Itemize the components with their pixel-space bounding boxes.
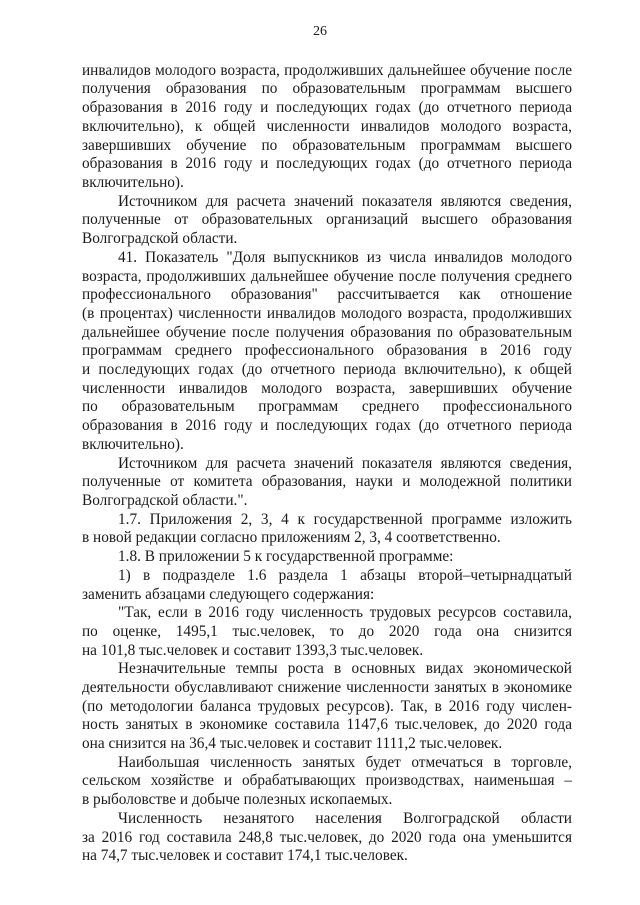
text-line: на 74,7 тыс.человек и составит 174,1 тыс.человек. [82, 847, 408, 864]
text-line: численности инвалидов молодого возраста, завершивших обучение [82, 380, 572, 397]
text-line: 1.7. Приложения 2, 3, 4 к государственной программе изложить [118, 511, 572, 528]
text-line: деятельности обуславливают снижение численности занятых в экономике [82, 679, 572, 696]
text-line: программам среднего профессионального образования в 2016 году [82, 342, 572, 359]
text-line: полученные от комитета образования, науки и молодежной политики [82, 473, 572, 490]
text-line: по оценке, 1495,1 тыс.человек, то до 2020 года она снизится [82, 623, 572, 640]
text-line: полученные от образовательных организаций высшего образования [82, 211, 572, 228]
text-line: (по методологии баланса трудовых ресурсов). Так, в 2016 году числен- [82, 698, 572, 715]
text-line: и последующих годах (до отчетного периода включительно), к общей [82, 361, 572, 378]
text-line: профессионального образования" рассчитывается как отношение [82, 286, 572, 303]
text-line: Численность незанятого населения Волгоградской области [118, 810, 572, 827]
text-line: 41. Показатель "Доля выпускников из числа инвалидов молодого [118, 249, 572, 266]
text-line: получения образования по образовательным программам высшего [82, 80, 572, 97]
text-line: Незначительные темпы роста в основных видах экономической [118, 660, 572, 677]
text-line: включительно). [82, 174, 184, 191]
text-line: образования в 2016 году и последующих годах (до отчетного периода [82, 417, 572, 434]
text-line: за 2016 год составила 248,8 тыс.человек, до 2020 года она уменьшится [82, 829, 572, 846]
text-line: в новой редакции согласно приложениям 2, 3, 4 соответственно. [82, 529, 501, 546]
text-line: 1) в подразделе 1.6 раздела 1 абзацы второй–четырнадцатый [118, 567, 572, 584]
text-line: завершивших обучение по образовательным программам высшего [82, 137, 572, 154]
text-line: на 101,8 тыс.человек и составит 1393,3 тыс.человек. [82, 642, 424, 659]
text-line: Источником для расчета значений показателя являются сведения, [118, 193, 572, 210]
text-line: Волгоградской области.". [82, 492, 248, 509]
text-line: ность занятых в экономике составила 1147,6 тыс.человек, до 2020 года [82, 716, 572, 733]
text-line: Наибольшая численность занятых будет отмечаться в торговле, [118, 754, 572, 771]
text-line: (в процентах) численности инвалидов молодого возраста, продолживших [82, 305, 572, 322]
text-line: дальнейшее обучение после получения образования по образовательным [82, 324, 572, 341]
text-line: включительно), к общей численности инвалидов молодого возраста, [82, 118, 572, 135]
text-line: Волгоградской области. [82, 230, 238, 247]
text-line: включительно). [82, 436, 184, 453]
text-line: сельском хозяйстве и обрабатывающих производствах, наименьшая – [82, 772, 572, 789]
text-line: в рыболовстве и добыче полезных ископаемых. [82, 791, 393, 808]
text-line: 1.8. В приложении 5 к государственной программе: [118, 548, 454, 565]
text-line: образования в 2016 году и последующих годах (до отчетного периода [82, 155, 572, 172]
text-line: "Так, если в 2016 году численность трудовых ресурсов составила, [118, 604, 572, 621]
text-line: Источником для расчета значений показателя являются сведения, [118, 455, 572, 472]
text-line: по образовательным программам среднего профессионального [82, 398, 572, 415]
text-line: возраста, продолживших дальнейшее обучение после получения среднего [82, 268, 572, 285]
text-line: она снизится на 36,4 тыс.человек и составит 1111,2 тыс.человек. [82, 735, 503, 752]
page-number: 26 [313, 24, 327, 39]
text-line: инвалидов молодого возраста, продолживших дальнейшее обучение после [82, 62, 572, 79]
text-line: заменить абзацами следующего содержания: [82, 586, 375, 603]
text-line: образования в 2016 году и последующих годах (до отчетного периода [82, 99, 572, 116]
